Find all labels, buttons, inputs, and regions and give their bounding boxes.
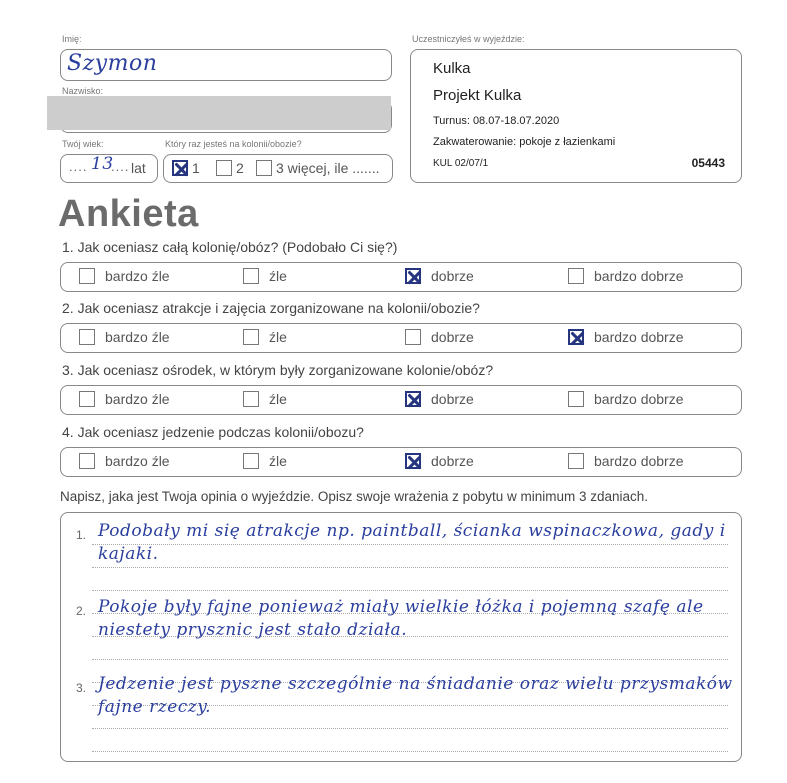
checkbox-icon[interactable] — [243, 453, 259, 469]
checkbox-icon[interactable] — [243, 391, 259, 407]
opinion-prompt: Napisz, jaka jest Twoja opinia o wyjeździe. Opisz swoje wrażenia z pobytu w minimum 3 zdaniach. — [60, 489, 649, 504]
q3-option-very-bad[interactable]: bardzo źle — [79, 391, 170, 407]
ticket-number: 05443 — [691, 156, 725, 170]
answer-2: Pokoje były fajne ponieważ miały wielkie łóżka i pojemną szafę ale niestety prysznic jest stało działa. — [98, 597, 704, 640]
q4-option-very-good[interactable]: bardzo dobrze — [568, 453, 684, 469]
redaction-block — [47, 96, 391, 130]
q1-option-very-bad[interactable]: bardzo źle — [79, 268, 170, 284]
q1-option-good[interactable]: dobrze — [405, 268, 474, 284]
age-field[interactable] — [60, 154, 158, 183]
answer-number-1: 1. — [76, 528, 87, 542]
checkbox-icon[interactable] — [568, 329, 584, 345]
question-4-options — [60, 447, 742, 477]
ticket-turnus: Turnus: 08.07-18.07.2020 — [433, 115, 560, 127]
answer-number-2: 2. — [76, 604, 87, 618]
which-time-field — [163, 154, 393, 183]
q3-option-good[interactable]: dobrze — [405, 391, 474, 407]
first-name-label: Imię: — [62, 34, 82, 44]
checkbox-icon[interactable] — [405, 268, 421, 284]
q2-option-very-good[interactable]: bardzo dobrze — [568, 329, 684, 345]
q3-option-bad[interactable]: źle — [243, 391, 287, 407]
question-2-options — [60, 323, 742, 353]
checkbox-icon[interactable] — [568, 391, 584, 407]
which-time-option-1[interactable]: 1 — [172, 160, 200, 176]
q4-option-very-bad[interactable]: bardzo źle — [79, 453, 170, 469]
checkbox-icon[interactable] — [568, 453, 584, 469]
last-name-label: Nazwisko: — [62, 86, 104, 96]
q3-option-very-good[interactable]: bardzo dobrze — [568, 391, 684, 407]
ruled-line — [92, 659, 728, 660]
which-time-option-3[interactable]: 3 więcej, ile ....... — [256, 160, 379, 176]
checkbox-icon[interactable] — [216, 160, 232, 176]
first-name-value: Szymon — [67, 51, 158, 76]
age-value: 13 — [91, 154, 114, 174]
ruled-line — [92, 751, 728, 752]
q4-option-bad[interactable]: źle — [243, 453, 287, 469]
question-1: 1. Jak oceniasz całą kolonię/obóz? (Podobało Ci się?) — [62, 239, 398, 255]
survey-title: Ankieta — [58, 193, 199, 235]
checkbox-icon[interactable] — [405, 453, 421, 469]
checkbox-icon[interactable] — [79, 391, 95, 407]
q4-option-good[interactable]: dobrze — [405, 453, 474, 469]
answer-3: Jedzenie jest pyszne szczególnie na śniadanie oraz wielu przysmaków fajne rzeczy. — [98, 674, 733, 717]
checkbox-icon[interactable] — [243, 268, 259, 284]
which-time-option-2[interactable]: 2 — [216, 160, 244, 176]
trip-label: Uczestniczyłeś w wyjeździe: — [412, 34, 525, 44]
age-dots-right: .... — [111, 159, 130, 174]
age-unit: lat — [131, 160, 146, 176]
checkbox-icon[interactable] — [172, 160, 188, 176]
checkbox-icon[interactable] — [568, 268, 584, 284]
first-name-field[interactable] — [60, 49, 392, 81]
trip-ticket — [410, 49, 742, 183]
q2-option-very-bad[interactable]: bardzo źle — [79, 329, 170, 345]
checkbox-icon[interactable] — [79, 268, 95, 284]
question-3-options — [60, 385, 742, 415]
ticket-line2: Projekt Kulka — [433, 87, 522, 104]
checkbox-icon[interactable] — [79, 329, 95, 345]
answer-1: Podobały mi się atrakcje np. paintball, ścianka wspinaczkowa, gady i kajaki. — [98, 521, 726, 564]
checkbox-icon[interactable] — [405, 391, 421, 407]
checkbox-icon[interactable] — [243, 329, 259, 345]
which-time-label: Który raz jesteś na kolonii/obozie? — [165, 139, 302, 149]
ruled-line — [92, 728, 728, 729]
question-2: 2. Jak oceniasz atrakcje i zajęcia zorganizowane na kolonii/obozie? — [62, 300, 480, 316]
checkbox-icon[interactable] — [405, 329, 421, 345]
question-4: 4. Jak oceniasz jedzenie podczas kolonii/obozu? — [62, 424, 364, 440]
q2-option-bad[interactable]: źle — [243, 329, 287, 345]
age-dots-left: .... — [69, 159, 88, 174]
question-3: 3. Jak oceniasz ośrodek, w którym były zorganizowane kolonie/obóz? — [62, 362, 494, 378]
answer-number-3: 3. — [76, 681, 87, 695]
ticket-line1: Kulka — [433, 60, 471, 77]
question-1-options — [60, 262, 742, 292]
q1-option-bad[interactable]: źle — [243, 268, 287, 284]
ticket-accommodation: Zakwaterowanie: pokoje z łazienkami — [433, 136, 616, 148]
q1-option-very-good[interactable]: bardzo dobrze — [568, 268, 684, 284]
age-label: Twój wiek: — [62, 139, 104, 149]
ticket-code: KUL 02/07/1 — [433, 158, 489, 169]
checkbox-icon[interactable] — [79, 453, 95, 469]
ruled-line — [92, 590, 728, 591]
q2-option-good[interactable]: dobrze — [405, 329, 474, 345]
ruled-line — [92, 567, 728, 568]
checkbox-icon[interactable] — [256, 160, 272, 176]
